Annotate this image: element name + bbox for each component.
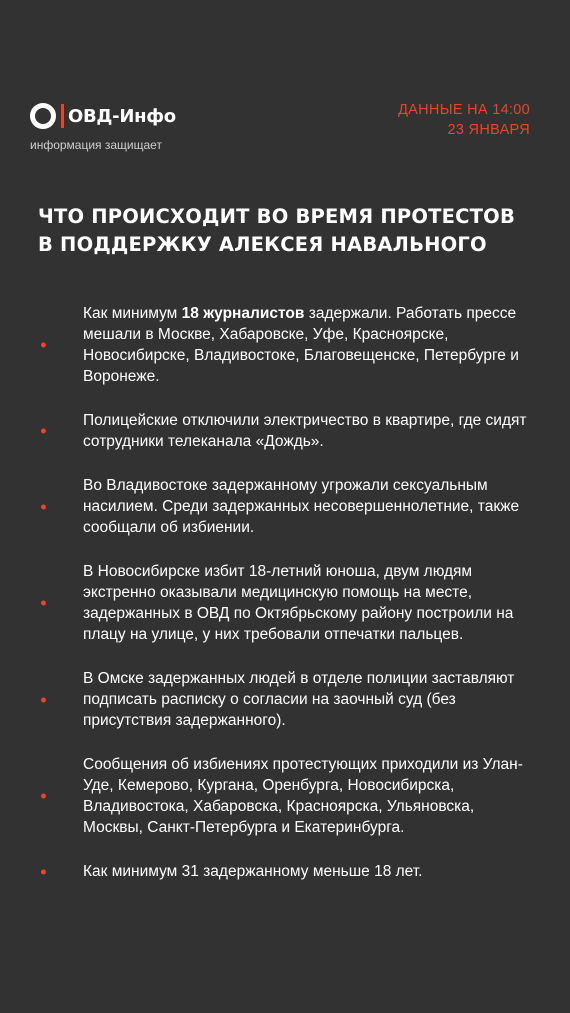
page-title: [38, 203, 538, 259]
bullet-dot-icon: [41, 697, 46, 702]
fact-text: Во Владивостоке задержанному угрожали сексуальным насилием. Среди задержанных несовершеннолетние, также сообщали об избиении.: [83, 477, 520, 536]
fact-text: Сообщения об избиениях протестующих приходили из Улан-Уде, Кемерово, Кургана, Оренбурга, Новосибирска, Владивостока, Хабаровска, Красноярска, Ульяновска, Москвы, Санкт-Петербурга и Екатеринбурга.: [83, 756, 523, 836]
fact-text: Полицейские отключили электричество в квартире, где сидят сотрудники телеканала «Дождь».: [83, 412, 527, 450]
bullet-dot-icon: [41, 504, 46, 509]
tagline: информация защищает: [30, 138, 162, 152]
bullet-dot-icon: [41, 794, 46, 799]
logo-ring-icon: [30, 103, 56, 129]
fact-highlight: 18 журналистов: [181, 305, 305, 322]
fact-item: [38, 561, 538, 645]
fact-text: задержали. Работать прессе мешали в Москве, Хабаровске, Уфе, Красноярске, Новосибирске, Владивостоке, Благовещенске, Петербурге и Воронеже.: [83, 305, 519, 385]
fact-item: [38, 668, 538, 731]
date-line-time: ДАННЫЕ НА 14:00: [398, 102, 530, 118]
fact-item: [38, 303, 538, 387]
bullet-dot-icon: [41, 869, 46, 874]
fact-text: Как минимум 31 задержанному меньше 18 лет.: [83, 863, 423, 880]
title-line-2: В ПОДДЕРЖКУ АЛЕКСЕЯ НАВАЛЬНОГО: [38, 233, 487, 256]
facts-list: [38, 303, 538, 905]
fact-item: [38, 754, 538, 838]
fact-item: [38, 475, 538, 538]
bullet-dot-icon: [41, 343, 46, 348]
logo-text: ОВД-Инфо: [68, 105, 176, 127]
fact-lead: Как минимум: [83, 305, 182, 322]
bullet-dot-icon: [41, 429, 46, 434]
bullet-dot-icon: [41, 601, 46, 606]
header: [30, 103, 530, 153]
fact-text: В Новосибирске избит 18-летний юноша, двум людям экстренно оказывали медицинскую помощь на месте, задержанных в ОВД по Октябрьскому району построили на плацу на улице, у них требовали отпечатки пальцев.: [83, 563, 514, 643]
ovd-info-logo[interactable]: [30, 103, 176, 129]
fact-item: [38, 410, 538, 452]
fact-item: [38, 861, 538, 882]
date-line-day: 23 ЯНВАРЯ: [447, 122, 530, 138]
date-stamp: [398, 100, 530, 140]
title-line-1: ЧТО ПРОИСХОДИТ ВО ВРЕМЯ ПРОТЕСТОВ: [38, 205, 516, 228]
fact-text: В Омске задержанных людей в отделе полиции заставляют подписать расписку о согласии на заочный суд (без присутствия задержанного).: [83, 670, 515, 729]
logo-bar-icon: [61, 104, 64, 128]
